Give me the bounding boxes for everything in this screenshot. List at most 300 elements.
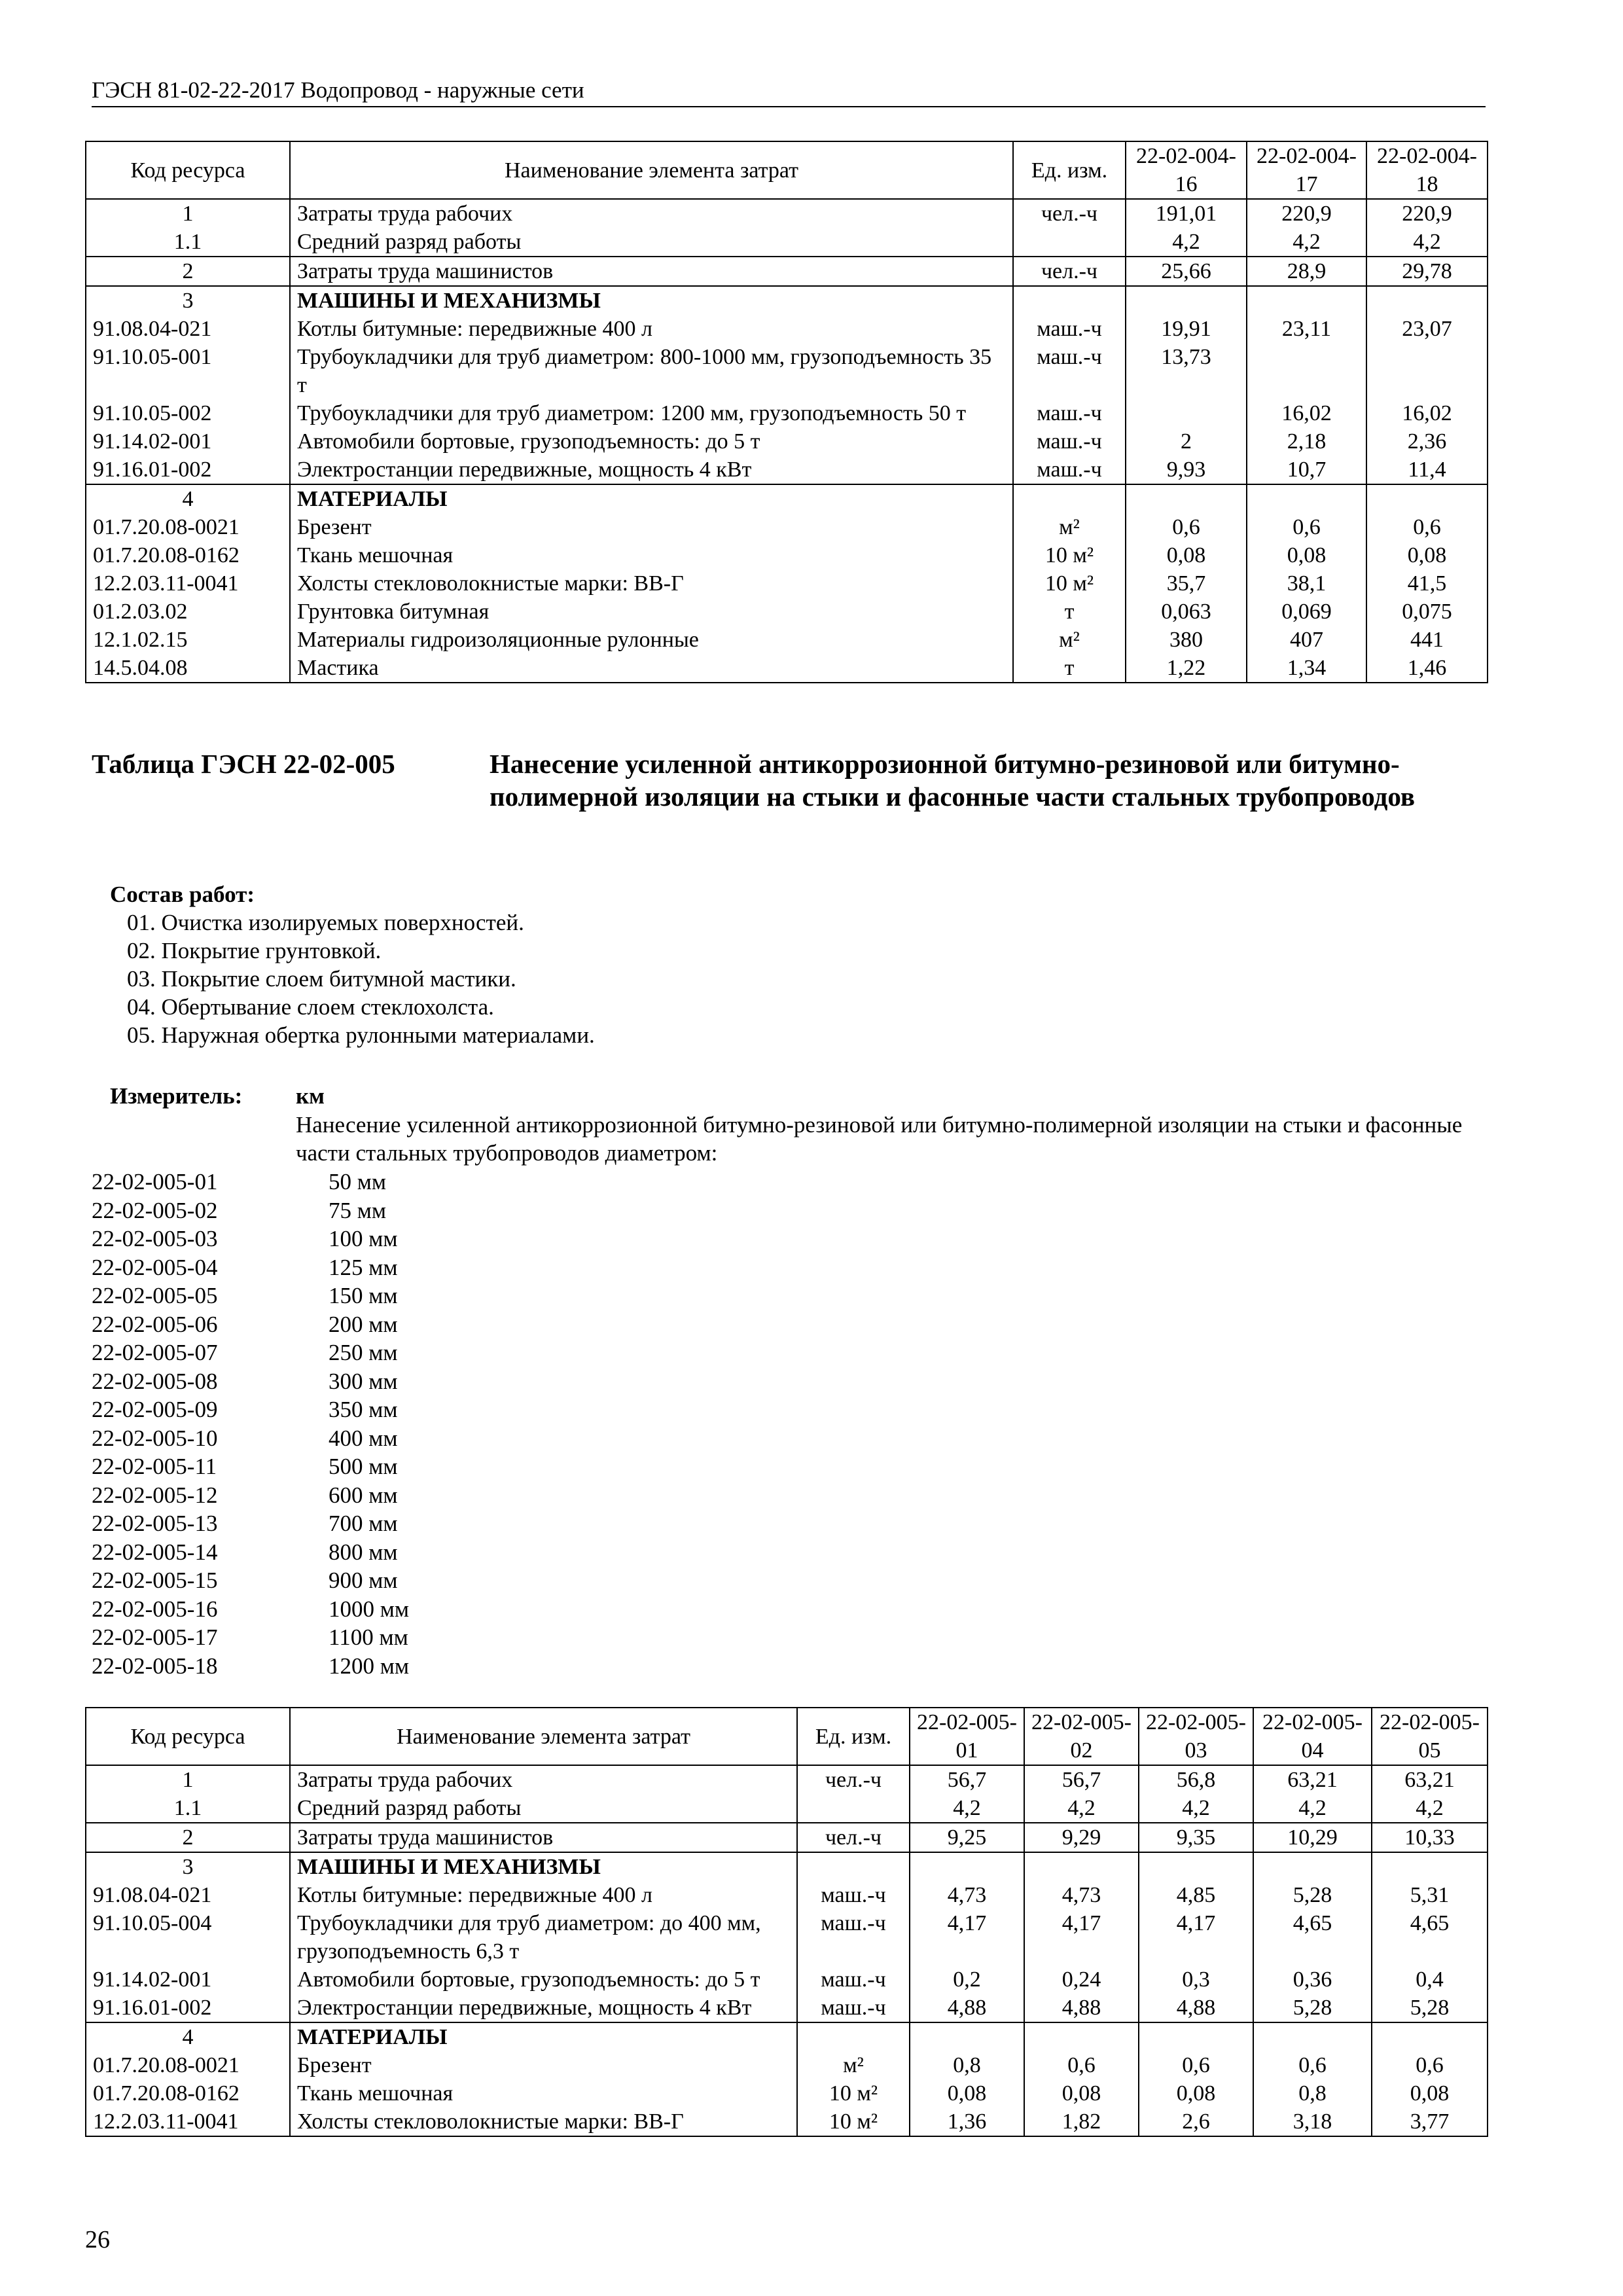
norm-diameter: 1000 мм: [329, 1596, 410, 1622]
cell-value: [1024, 1852, 1139, 1881]
table-row: [86, 1994, 1488, 2022]
table-row: [86, 1823, 1488, 1852]
cell-name: Котлы битумные: передвижные 400 л: [290, 1881, 797, 1909]
cell-name: МАТЕРИАЛЫ: [290, 484, 1013, 513]
cell-value: 0,8: [910, 2051, 1024, 2079]
cell-value: 3,18: [1253, 2108, 1372, 2136]
cell-value: 63,21: [1372, 1765, 1488, 1794]
cell-value: 4,85: [1139, 1881, 1253, 1909]
cell-value: 0,6: [1366, 513, 1488, 541]
work-composition: [110, 880, 595, 1049]
cell-value: [1126, 286, 1247, 315]
cell-value: 220,9: [1366, 199, 1488, 228]
resource-table-22-02-004: [85, 141, 1488, 683]
norm-diameter: 125 мм: [329, 1254, 398, 1280]
norm-diameter: 900 мм: [329, 1568, 398, 1593]
table-row: [86, 541, 1488, 569]
cell-code: 4: [86, 484, 290, 513]
cell-value: 4,73: [910, 1881, 1024, 1909]
norm-code-row: [92, 1623, 409, 1652]
table-row: [86, 569, 1488, 598]
cell-name: Ткань мешочная: [290, 541, 1013, 569]
norm-code-row: [92, 1253, 409, 1282]
cell-value: [1024, 2022, 1139, 2051]
cell-unit: м²: [1013, 626, 1126, 654]
measure-unit: км: [296, 1083, 325, 1109]
norm-code-row: [92, 1566, 409, 1595]
cell-code: 3: [86, 1852, 290, 1881]
composition-item: 01. Очистка изолируемых поверхностей.: [127, 910, 524, 935]
table-row: [86, 2108, 1488, 2136]
cell-value: 25,66: [1126, 257, 1247, 286]
cell-unit: 10 м²: [1013, 541, 1126, 569]
cell-name: Средний разряд работы: [290, 228, 1013, 257]
cell-value: [1372, 2022, 1488, 2051]
table-row: [86, 286, 1488, 315]
cell-value: 0,6: [1126, 513, 1247, 541]
cell-value: [1366, 343, 1488, 399]
cell-value: 29,78: [1366, 257, 1488, 286]
cell-value: 2,18: [1247, 427, 1366, 456]
cell-value: [1139, 2022, 1253, 2051]
cell-value: 35,7: [1126, 569, 1247, 598]
cell-value: 407: [1247, 626, 1366, 654]
cell-unit: 10 м²: [1013, 569, 1126, 598]
cell-value: [1139, 1852, 1253, 1881]
table-row: [86, 1765, 1488, 1794]
norm-code-row: [92, 1395, 409, 1424]
cell-value: [1126, 399, 1247, 427]
cell-value: 56,7: [910, 1765, 1024, 1794]
cell-name: Автомобили бортовые, грузоподъемность: до 5 т: [290, 427, 1013, 456]
table-body: [86, 199, 1488, 683]
norm-code-list: [92, 1168, 409, 1680]
cell-unit: м²: [1013, 513, 1126, 541]
cell-unit: маш.-ч: [1013, 456, 1126, 484]
cell-value: [910, 1852, 1024, 1881]
cell-value: 9,25: [910, 1823, 1024, 1852]
table-row: [86, 257, 1488, 286]
table-row: [86, 199, 1488, 228]
cell-unit: т: [1013, 654, 1126, 683]
page-header: ГЭСН 81-02-22-2017 Водопровод - наружные сети: [92, 77, 1486, 107]
cell-name: МАШИНЫ И МЕХАНИЗМЫ: [290, 1852, 797, 1881]
cell-unit: 10 м²: [797, 2108, 910, 2136]
cell-value: 0,08: [1372, 2079, 1488, 2108]
cell-code: 4: [86, 2022, 290, 2051]
norm-diameter: 400 мм: [329, 1425, 398, 1451]
norm-diameter: 600 мм: [329, 1482, 398, 1508]
cell-name: Ткань мешочная: [290, 2079, 797, 2108]
table-row: [86, 399, 1488, 427]
cell-code: 12.1.02.15: [86, 626, 290, 654]
resource-table-22-02-005: [85, 1707, 1488, 2137]
cell-unit: маш.-ч: [797, 1881, 910, 1909]
norm-code: 22-02-005-15: [92, 1568, 218, 1593]
table-row: [86, 1852, 1488, 1881]
cell-value: 1,82: [1024, 2108, 1139, 2136]
norm-code: 22-02-005-10: [92, 1425, 218, 1451]
cell-code: 91.08.04-021: [86, 1881, 290, 1909]
cell-name: Затраты труда машинистов: [290, 257, 1013, 286]
cell-name: Электростанции передвижные, мощность 4 кВт: [290, 1994, 797, 2022]
cell-name: Котлы битумные: передвижные 400 л: [290, 315, 1013, 343]
norm-diameter: 350 мм: [329, 1397, 398, 1422]
cell-code: 91.10.05-004: [86, 1909, 290, 1965]
cell-value: 9,29: [1024, 1823, 1139, 1852]
cell-unit: [1013, 484, 1126, 513]
col-header-value: 22-02-004-18: [1366, 141, 1488, 199]
cell-value: 4,2: [1247, 228, 1366, 257]
cell-value: 4,2: [1366, 228, 1488, 257]
cell-unit: [797, 2022, 910, 2051]
cell-value: 38,1: [1247, 569, 1366, 598]
norm-code-row: [92, 1481, 409, 1510]
cell-value: 0,6: [1139, 2051, 1253, 2079]
col-header-value: 22-02-004-17: [1247, 141, 1366, 199]
cell-code: 12.2.03.11-0041: [86, 569, 290, 598]
cell-code: 01.7.20.08-0162: [86, 541, 290, 569]
cell-code: 1: [86, 1765, 290, 1794]
composition-item: 02. Покрытие грунтовкой.: [127, 938, 382, 963]
cell-value: 0,3: [1139, 1965, 1253, 1994]
table-row: [86, 343, 1488, 399]
cell-name: Затраты труда рабочих: [290, 199, 1013, 228]
norm-code: 22-02-005-13: [92, 1511, 218, 1536]
cell-name: МАШИНЫ И МЕХАНИЗМЫ: [290, 286, 1013, 315]
table-label: Таблица ГЭСН 22-02-005: [92, 749, 395, 779]
norm-code-row: [92, 1595, 409, 1624]
cell-name: Электростанции передвижные, мощность 4 кВт: [290, 456, 1013, 484]
cell-value: 0,36: [1253, 1965, 1372, 1994]
cell-value: 0,08: [1126, 541, 1247, 569]
norm-code: 22-02-005-08: [92, 1368, 218, 1394]
cell-code: 1.1: [86, 228, 290, 257]
cell-code: 91.16.01-002: [86, 1994, 290, 2022]
cell-name: Трубоукладчики для труб диаметром: 1200 мм, грузоподъемность 50 т: [290, 399, 1013, 427]
cell-code: 1: [86, 199, 290, 228]
cell-value: 0,069: [1247, 598, 1366, 626]
table-row: [86, 2079, 1488, 2108]
cell-unit: маш.-ч: [1013, 315, 1126, 343]
norm-diameter: 500 мм: [329, 1454, 398, 1479]
cell-value: 41,5: [1366, 569, 1488, 598]
cell-value: 0,063: [1126, 598, 1247, 626]
cell-value: 2,6: [1139, 2108, 1253, 2136]
cell-code: 91.14.02-001: [86, 427, 290, 456]
cell-value: [1253, 2022, 1372, 2051]
cell-value: 4,88: [910, 1994, 1024, 2022]
table-row: [86, 1794, 1488, 1823]
table-row: [86, 598, 1488, 626]
cell-unit: [797, 1852, 910, 1881]
cell-value: 10,33: [1372, 1823, 1488, 1852]
cell-value: 4,2: [1139, 1794, 1253, 1823]
cell-name: МАТЕРИАЛЫ: [290, 2022, 797, 2051]
cell-name: Брезент: [290, 513, 1013, 541]
norm-code-row: [92, 1338, 409, 1367]
norm-diameter: 75 мм: [329, 1197, 387, 1223]
norm-code: 22-02-005-17: [92, 1624, 218, 1650]
norm-diameter: 50 мм: [329, 1169, 387, 1194]
table-title: Нанесение усиленной антикоррозионной битумно-резиновой или битумно-полимерной изоляции на стыки и фасонные части стальных трубопроводов: [490, 749, 1415, 812]
norm-code: 22-02-005-14: [92, 1539, 218, 1565]
norm-diameter: 150 мм: [329, 1283, 398, 1308]
col-header-name: Наименование элемента затрат: [290, 141, 1013, 199]
norm-diameter: 1100 мм: [329, 1624, 408, 1650]
cell-code: 91.14.02-001: [86, 1965, 290, 1994]
cell-value: [1247, 286, 1366, 315]
cell-value: 0,4: [1372, 1965, 1488, 1994]
table-row: [86, 513, 1488, 541]
cell-unit: чел.-ч: [1013, 199, 1126, 228]
norm-code-row: [92, 1196, 409, 1225]
cell-value: 220,9: [1247, 199, 1366, 228]
cell-value: 13,73: [1126, 343, 1247, 399]
cell-code: 2: [86, 257, 290, 286]
cell-value: 4,2: [1126, 228, 1247, 257]
norm-code: 22-02-005-09: [92, 1397, 218, 1422]
norm-code: 22-02-005-16: [92, 1596, 218, 1622]
norm-code-row: [92, 1538, 409, 1567]
page-number: 26: [85, 2226, 110, 2253]
table-header-row: [86, 1708, 1488, 1765]
cell-value: 4,17: [910, 1909, 1024, 1965]
cell-value: 16,02: [1366, 399, 1488, 427]
norm-code: 22-02-005-07: [92, 1340, 218, 1365]
cell-value: [1247, 484, 1366, 513]
cell-value: 5,28: [1253, 1994, 1372, 2022]
cell-code: 14.5.04.08: [86, 654, 290, 683]
cell-value: 16,02: [1247, 399, 1366, 427]
cell-name: Брезент: [290, 2051, 797, 2079]
cell-value: 0,6: [1024, 2051, 1139, 2079]
cell-value: [1247, 343, 1366, 399]
cell-name: Грунтовка битумная: [290, 598, 1013, 626]
cell-value: 191,01: [1126, 199, 1247, 228]
norm-code: 22-02-005-04: [92, 1254, 218, 1280]
cell-unit: маш.-ч: [797, 1909, 910, 1965]
cell-unit: маш.-ч: [1013, 427, 1126, 456]
col-header-value: 22-02-005-04: [1253, 1708, 1372, 1765]
cell-code: 91.10.05-001: [86, 343, 290, 399]
cell-value: 4,2: [1253, 1794, 1372, 1823]
table-row: [86, 456, 1488, 484]
cell-value: [910, 2022, 1024, 2051]
cell-value: 28,9: [1247, 257, 1366, 286]
norm-diameter: 200 мм: [329, 1311, 398, 1337]
cell-unit: чел.-ч: [797, 1823, 910, 1852]
cell-value: [1253, 1852, 1372, 1881]
col-header-code: Код ресурса: [86, 141, 290, 199]
cell-value: 56,8: [1139, 1765, 1253, 1794]
col-header-unit: Ед. изм.: [1013, 141, 1126, 199]
cell-value: 0,08: [1247, 541, 1366, 569]
cell-code: 1.1: [86, 1794, 290, 1823]
cell-name: Автомобили бортовые, грузоподъемность: до 5 т: [290, 1965, 797, 1994]
norm-code: 22-02-005-03: [92, 1226, 218, 1251]
cell-value: 4,65: [1253, 1909, 1372, 1965]
cell-value: [1366, 484, 1488, 513]
cell-value: 3,77: [1372, 2108, 1488, 2136]
table-row: [86, 1881, 1488, 1909]
table-row: [86, 228, 1488, 257]
col-header-value: 22-02-005-01: [910, 1708, 1024, 1765]
cell-value: 4,2: [1372, 1794, 1488, 1823]
col-header-value: 22-02-005-02: [1024, 1708, 1139, 1765]
cell-unit: м²: [797, 2051, 910, 2079]
cell-unit: чел.-ч: [1013, 257, 1126, 286]
table-row: [86, 2051, 1488, 2079]
cell-name: Затраты труда рабочих: [290, 1765, 797, 1794]
norm-code-row: [92, 1652, 409, 1681]
col-header-value: 22-02-005-05: [1372, 1708, 1488, 1765]
cell-name: Материалы гидроизоляционные рулонные: [290, 626, 1013, 654]
cell-value: [1372, 1852, 1488, 1881]
cell-unit: т: [1013, 598, 1126, 626]
cell-value: 0,6: [1253, 2051, 1372, 2079]
norm-code-row: [92, 1168, 409, 1196]
cell-name: Холсты стекловолокнистые марки: ВВ-Г: [290, 569, 1013, 598]
measure-description: Нанесение усиленной антикоррозионной битумно-резиновой или битумно-полимерной изоляции на стыки и фасонные части стальных трубопроводов диаметром:: [296, 1112, 1463, 1166]
norm-code-row: [92, 1509, 409, 1538]
cell-value: 10,7: [1247, 456, 1366, 484]
cell-code: 01.7.20.08-0162: [86, 2079, 290, 2108]
cell-code: 91.08.04-021: [86, 315, 290, 343]
composition-item: 05. Наружная обертка рулонными материалами.: [127, 1022, 595, 1048]
norm-code: 22-02-005-01: [92, 1169, 218, 1194]
cell-unit: маш.-ч: [797, 1965, 910, 1994]
table-row: [86, 315, 1488, 343]
table-row: [86, 484, 1488, 513]
cell-unit: чел.-ч: [797, 1765, 910, 1794]
cell-name: Средний разряд работы: [290, 1794, 797, 1823]
col-header-value: 22-02-005-03: [1139, 1708, 1253, 1765]
cell-value: 0,08: [1024, 2079, 1139, 2108]
composition-item: 03. Покрытие слоем битумной мастики.: [127, 966, 516, 992]
cell-value: 2,36: [1366, 427, 1488, 456]
cell-value: 56,7: [1024, 1765, 1139, 1794]
cell-value: [1126, 484, 1247, 513]
cell-value: 0,24: [1024, 1965, 1139, 1994]
cell-value: 0,08: [1139, 2079, 1253, 2108]
cell-value: 380: [1126, 626, 1247, 654]
cell-value: 4,65: [1372, 1909, 1488, 1965]
cell-value: 4,2: [910, 1794, 1024, 1823]
cell-unit: маш.-ч: [797, 1994, 910, 2022]
cell-value: [1366, 286, 1488, 315]
norm-diameter: 700 мм: [329, 1511, 398, 1536]
cell-value: 4,17: [1139, 1909, 1253, 1965]
cell-value: 4,17: [1024, 1909, 1139, 1965]
cell-value: 0,6: [1372, 2051, 1488, 2079]
cell-code: 91.16.01-002: [86, 456, 290, 484]
cell-unit: [1013, 228, 1126, 257]
norm-diameter: 800 мм: [329, 1539, 398, 1565]
norm-code: 22-02-005-05: [92, 1283, 218, 1308]
cell-unit: 10 м²: [797, 2079, 910, 2108]
cell-value: 4,88: [1139, 1994, 1253, 2022]
cell-name: Холсты стекловолокнистые марки: ВВ-Г: [290, 2108, 797, 2136]
table-body: [86, 1765, 1488, 2136]
table-row: [86, 1965, 1488, 1994]
col-header-code: Код ресурса: [86, 1708, 290, 1765]
cell-value: 1,46: [1366, 654, 1488, 683]
cell-value: 2: [1126, 427, 1247, 456]
norm-code: 22-02-005-18: [92, 1653, 218, 1679]
composition-item: 04. Обертывание слоем стеклохолста.: [127, 994, 494, 1020]
cell-unit: маш.-ч: [1013, 399, 1126, 427]
table-row: [86, 626, 1488, 654]
table-row: [86, 1909, 1488, 1965]
cell-value: 23,07: [1366, 315, 1488, 343]
cell-code: 01.7.20.08-0021: [86, 513, 290, 541]
table-header-row: [86, 141, 1488, 199]
table-row: [86, 2022, 1488, 2051]
cell-name: Затраты труда машинистов: [290, 1823, 797, 1852]
col-header-name: Наименование элемента затрат: [290, 1708, 797, 1765]
norm-code: 22-02-005-06: [92, 1311, 218, 1337]
cell-value: 11,4: [1366, 456, 1488, 484]
cell-code: 91.10.05-002: [86, 399, 290, 427]
table-row: [86, 654, 1488, 683]
norm-code-row: [92, 1452, 409, 1481]
cell-value: 9,93: [1126, 456, 1247, 484]
cell-value: 9,35: [1139, 1823, 1253, 1852]
cell-value: 4,73: [1024, 1881, 1139, 1909]
cell-name: Трубоукладчики для труб диаметром: до 400 мм, грузоподъемность 6,3 т: [290, 1909, 797, 1965]
cell-value: 5,28: [1372, 1994, 1488, 2022]
composition-heading: Состав работ:: [110, 882, 255, 907]
norm-diameter: 1200 мм: [329, 1653, 410, 1679]
cell-value: 4,88: [1024, 1994, 1139, 2022]
cell-code: 2: [86, 1823, 290, 1852]
cell-value: 1,22: [1126, 654, 1247, 683]
cell-value: 5,31: [1372, 1881, 1488, 1909]
norm-code: 22-02-005-11: [92, 1454, 217, 1479]
cell-value: 0,6: [1247, 513, 1366, 541]
measure-label: Измеритель:: [110, 1083, 243, 1109]
cell-value: 5,28: [1253, 1881, 1372, 1909]
cell-name: Мастика: [290, 654, 1013, 683]
cell-value: 0,08: [1366, 541, 1488, 569]
cell-code: 01.2.03.02: [86, 598, 290, 626]
table-row: [86, 427, 1488, 456]
cell-value: 19,91: [1126, 315, 1247, 343]
cell-value: 63,21: [1253, 1765, 1372, 1794]
cell-unit: маш.-ч: [1013, 343, 1126, 399]
norm-code-row: [92, 1310, 409, 1339]
cell-code: 12.2.03.11-0041: [86, 2108, 290, 2136]
norm-code-row: [92, 1282, 409, 1310]
cell-name: Трубоукладчики для труб диаметром: 800-1000 мм, грузоподъемность 35 т: [290, 343, 1013, 399]
cell-value: 23,11: [1247, 315, 1366, 343]
cell-value: 1,34: [1247, 654, 1366, 683]
cell-value: 0,8: [1253, 2079, 1372, 2108]
cell-value: 1,36: [910, 2108, 1024, 2136]
norm-code-row: [92, 1424, 409, 1453]
cell-value: 4,2: [1024, 1794, 1139, 1823]
norm-code-row: [92, 1225, 409, 1253]
norm-diameter: 100 мм: [329, 1226, 398, 1251]
norm-code-row: [92, 1367, 409, 1396]
cell-code: 3: [86, 286, 290, 315]
cell-value: 10,29: [1253, 1823, 1372, 1852]
col-header-unit: Ед. изм.: [797, 1708, 910, 1765]
cell-unit: [797, 1794, 910, 1823]
cell-value: 0,08: [910, 2079, 1024, 2108]
col-header-value: 22-02-004-16: [1126, 141, 1247, 199]
